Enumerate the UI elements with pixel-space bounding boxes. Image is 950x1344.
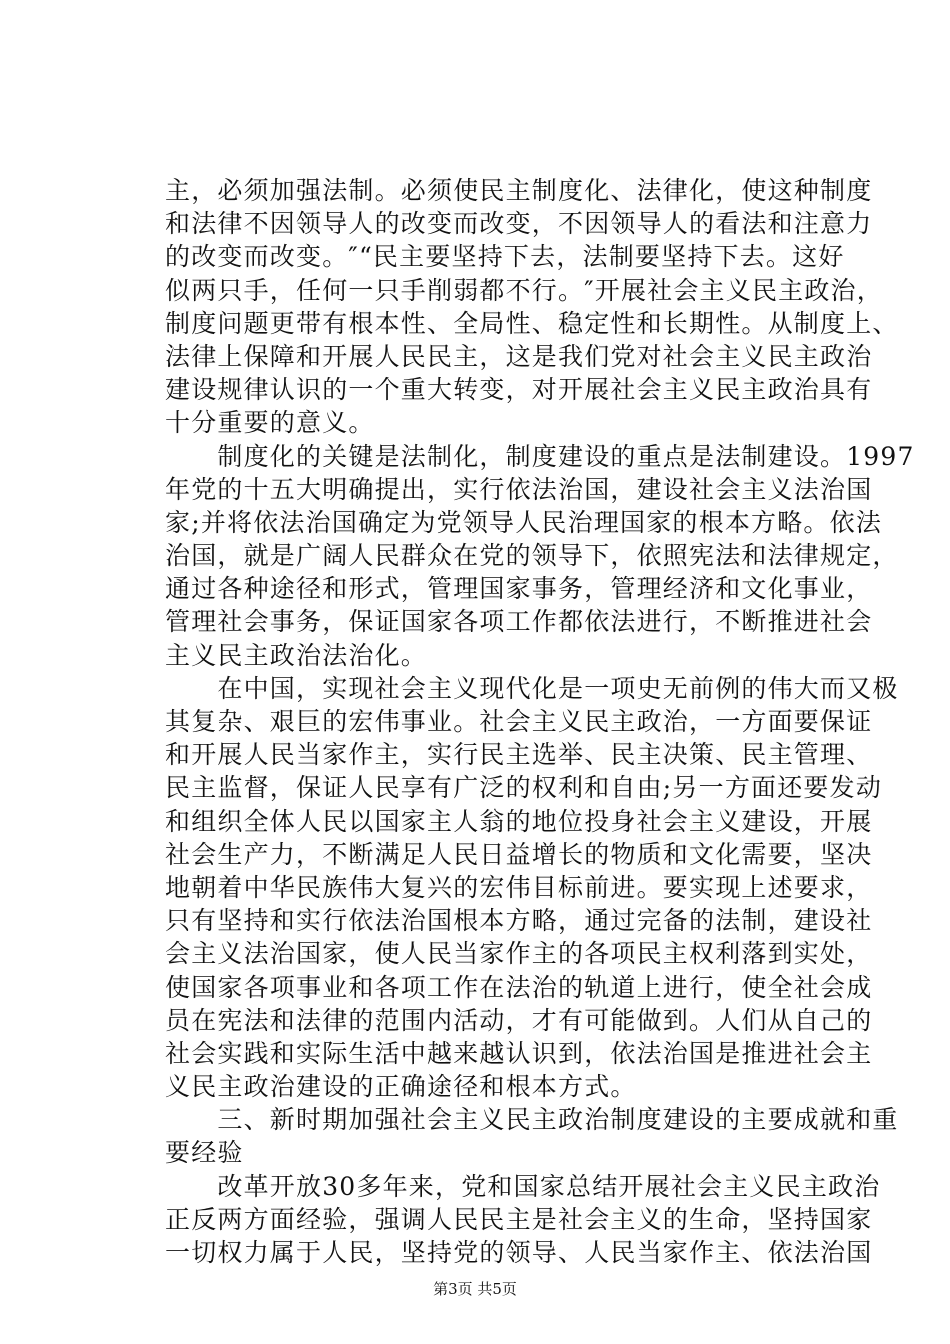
- text-line: 主，必须加强法制。必须使民主制度化、法律化，使这种制度: [165, 176, 873, 205]
- text-line: 地朝着中华民族伟大复兴的宏伟目标前进。要实现上述要求，: [165, 872, 873, 902]
- page-number-footer: 第3页 共5页: [433, 1280, 517, 1298]
- text-line: 主义民主政治法治化。: [165, 640, 428, 670]
- text-line: 义民主政治建设的正确途径和根本方式。: [165, 1072, 637, 1102]
- text-line: 似两只手，任何一只手削弱都不行。″开展社会主义民主政治，: [165, 275, 883, 305]
- text-line: 其复杂、艰巨的宏伟事业。社会主义民主政治，一方面要保证: [165, 707, 873, 736]
- text-line: 一切权力属于人民，坚持党的领导、人民当家作主、依法治国: [165, 1238, 873, 1267]
- text-line: 改革开放30多年来，党和国家总结开展社会主义民主政治: [165, 1171, 881, 1201]
- text-line: 的改变而改变。″“民主要坚持下去，法制要坚持下去。这好: [165, 242, 845, 272]
- text-line: 和法律不因领导人的改变而改变，不因领导人的看法和注意力: [165, 209, 873, 239]
- text-line: 使国家各项事业和各项工作在法治的轨道上进行，使全社会成: [165, 972, 873, 1002]
- text-line: 会主义法治国家，使人民当家作主的各项民主权利落到实处，: [165, 939, 873, 969]
- text-line: 制度问题更带有根本性、全局性、稳定性和长期性。从制度上、: [165, 308, 899, 338]
- text-line: 通过各种途径和形式，管理国家事务，管理经济和文化事业，: [165, 574, 873, 604]
- text-line: 治国，就是广阔人民群众在党的领导下，依照宪法和法律规定，: [165, 541, 899, 571]
- text-line: 法律上保障和开展人民民主，这是我们党对社会主义民主政治: [165, 341, 873, 371]
- text-line: 只有坚持和实行依法治国根本方略，通过完备的法制，建设社: [165, 906, 873, 936]
- text-line: 制度化的关键是法制化，制度建设的重点是法制建设。1997: [165, 441, 915, 471]
- text-line: 年党的十五大明确提出，实行依法治国，建设社会主义法治国: [165, 474, 873, 504]
- text-line: 和组织全体人民以国家主人翁的地位投身社会主义建设，开展: [165, 806, 873, 836]
- text-line: 家;并将依法治国确定为党领导人民治理国家的根本方略。依法: [165, 507, 883, 537]
- document-body: [165, 174, 915, 1269]
- text-line: 管理社会事务，保证国家各项工作都依法进行，不断推进社会: [165, 607, 873, 637]
- text-line: 正反两方面经验，强调人民民主是社会主义的生命，坚持国家: [165, 1204, 873, 1234]
- text-line: 社会实践和实际生活中越来越认识到，依法治国是推进社会主: [165, 1038, 873, 1068]
- text-line: 社会生产力，不断满足人民日益增长的物质和文化需要，坚决: [165, 839, 873, 869]
- text-line: 十分重要的意义。: [165, 408, 375, 438]
- text-line: 要经验: [165, 1138, 244, 1168]
- text-line: 在中国，实现社会主义现代化是一项史无前例的伟大而又极: [165, 673, 899, 703]
- text-line: 民主监督，保证人民享有广泛的权利和自由;另一方面还要发动: [165, 773, 883, 803]
- text-line: 三、新时期加强社会主义民主政治制度建设的主要成就和重: [165, 1105, 899, 1135]
- text-line: 和开展人民当家作主，实行民主选举、民主决策、民主管理、: [165, 740, 873, 770]
- text-line: 员在宪法和法律的范围内活动，才有可能做到。人们从自己的: [165, 1005, 873, 1035]
- text-line: 建设规律认识的一个重大转变，对开展社会主义民主政治具有: [165, 375, 873, 405]
